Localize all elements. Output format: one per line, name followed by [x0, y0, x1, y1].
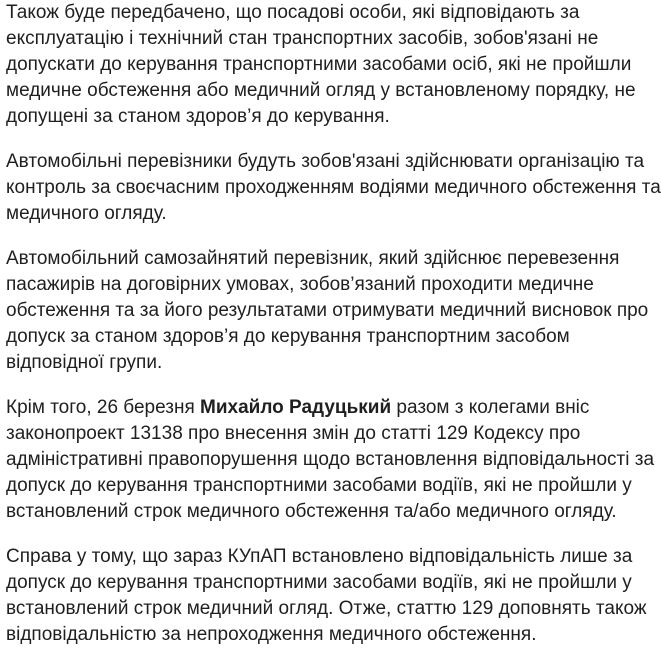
paragraph-gap: [6, 227, 650, 246]
text-line: відповідальністю за непроходження медичного обстеження.: [6, 624, 537, 645]
text-line: законопроект 13138 про внесення змін до статті 129 Кодексу про: [6, 423, 581, 444]
text-line: відповідної групи.: [6, 352, 163, 373]
text-line: допуск до керування транспортними засобами водіїв, які не пройшли у: [6, 475, 632, 496]
text-line: адміністративні правопорушення щодо встановлення відповідальності за: [6, 449, 655, 470]
text-fragment: разом з колегами вніс: [391, 397, 590, 418]
text-line: допуск за станом здоров’я до керування транспортним засобом: [6, 326, 570, 347]
text-line: допущені за станом здоров’я до керування.: [6, 106, 390, 127]
paragraph-gap: [6, 376, 650, 395]
text-line: експлуатацію і технічний стан транспортних засобів, зобов'язані не: [6, 28, 599, 49]
text-line: Справа у тому, що зараз КУпАП встановлено відповідальність лише за: [6, 546, 633, 567]
text-line: Також буде передбачено, що посадові особи, які відповідають за: [6, 2, 580, 23]
text-line: [6, 395, 650, 421]
paragraph-5: [6, 544, 650, 648]
text-line: встановлений строк медичного обстеження та/або медичного огляду.: [6, 501, 617, 522]
text-line: медичного огляду.: [6, 203, 167, 224]
text-line: контроль за своєчасним проходженням водіями медичного обстеження та: [6, 177, 661, 198]
paragraph-2: [6, 149, 661, 227]
paragraph-gap: [6, 525, 650, 544]
text-line: допускати до керування транспортними засобами осіб, які не пройшли: [6, 54, 632, 75]
person-name: Михайло Радуцький: [200, 397, 392, 418]
paragraph-1: [6, 0, 650, 130]
text-line: медичне обстеження або медичний огляд у встановленому порядку, не: [6, 80, 636, 101]
paragraph-gap: [6, 130, 650, 149]
paragraph-4: [6, 395, 655, 525]
text-line: допуск до керування транспортними засобами водіїв, які не пройшли у: [6, 572, 632, 593]
text-fragment: Крім того, 26 березня: [6, 397, 201, 418]
text-line: Автомобільні перевізники будуть зобов'язані здійснювати організацію та: [6, 151, 645, 172]
text-line: обстеження та за його результатами отримувати медичний висновок про: [6, 300, 649, 321]
paragraph-3: [6, 246, 650, 376]
text-line: пасажирів на договірних умовах, зобов’язаний проходити медичне: [6, 274, 594, 295]
text-line: Автомобільний самозайнятий перевізник, який здійснює перевезення: [6, 248, 620, 269]
text-line: встановлений строк медичний огляд. Отже, статтю 129 доповнять також: [6, 598, 647, 619]
